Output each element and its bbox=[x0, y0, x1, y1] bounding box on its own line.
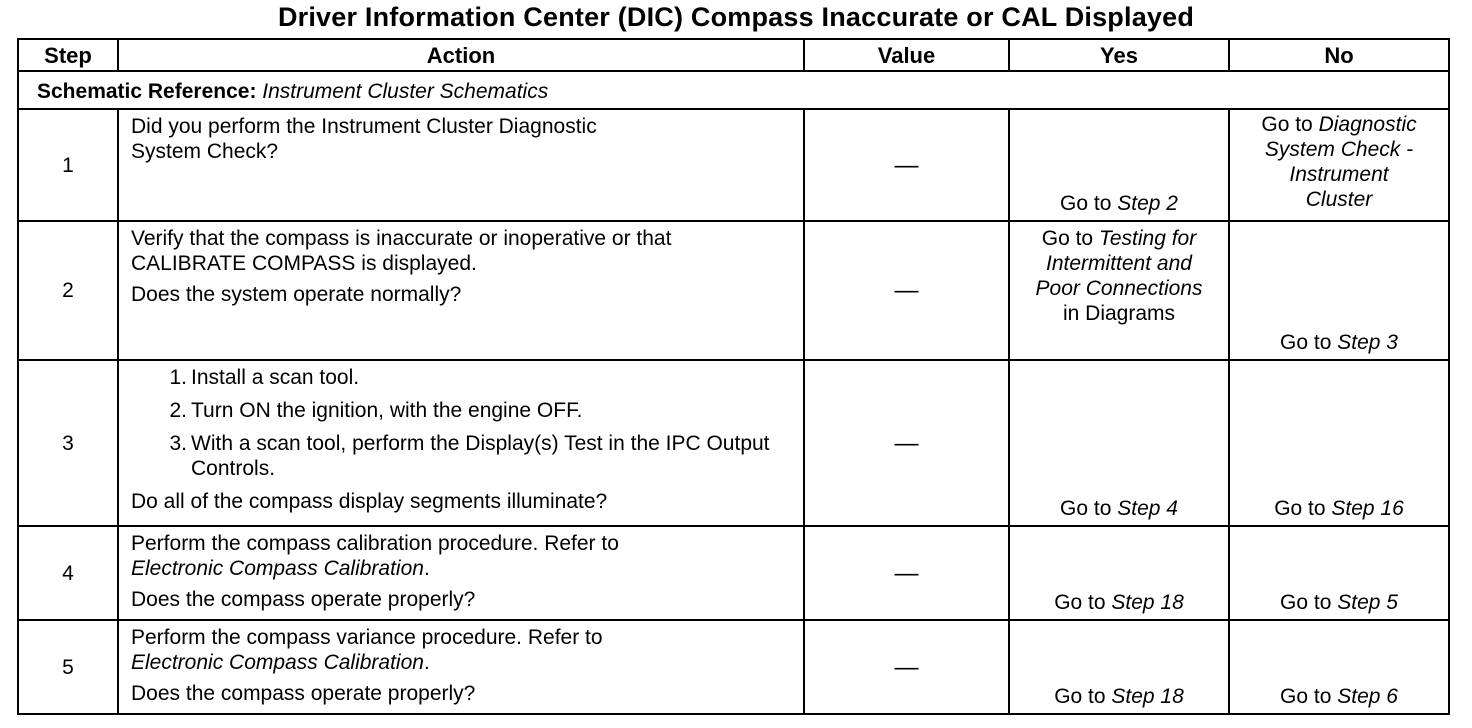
action-ref bbox=[131, 650, 793, 675]
table-row bbox=[18, 526, 1449, 620]
header-no: No bbox=[1229, 39, 1449, 71]
action-period: . bbox=[423, 557, 430, 580]
yes-link[interactable]: Step 4 bbox=[1117, 497, 1178, 520]
header-row bbox=[18, 39, 1449, 71]
table-row bbox=[18, 360, 1449, 526]
action-cell bbox=[118, 360, 804, 526]
action-cell bbox=[118, 526, 804, 620]
header-action: Action bbox=[118, 39, 804, 71]
value-cell: — bbox=[804, 526, 1009, 620]
action-cell bbox=[118, 620, 804, 714]
action-text: Did you perform the Instrument Cluster Diagnostic bbox=[131, 115, 597, 138]
yes-prefix: Go to bbox=[1041, 227, 1099, 250]
schematic-row bbox=[18, 71, 1449, 109]
action-question: Does the compass operate properly? bbox=[131, 682, 476, 705]
yes-prefix: Go to bbox=[1060, 192, 1118, 215]
yes-link[interactable]: Intermittent and bbox=[1046, 252, 1192, 275]
action-text: CALIBRATE COMPASS is displayed. bbox=[131, 252, 477, 275]
yes-cell bbox=[1009, 526, 1229, 620]
yes-suffix: in Diagrams bbox=[1062, 302, 1176, 325]
action-text: Perform the compass calibration procedure. Refer to bbox=[131, 532, 619, 555]
list-number: 1. bbox=[169, 366, 187, 389]
no-prefix: Go to bbox=[1274, 497, 1332, 520]
step-number: 3 bbox=[18, 360, 118, 526]
no-prefix: Go to bbox=[1280, 685, 1338, 708]
header-value: Value bbox=[804, 39, 1009, 71]
step-number: 1 bbox=[18, 109, 118, 221]
yes-link[interactable]: Testing for bbox=[1098, 227, 1197, 250]
no-link[interactable]: Cluster bbox=[1305, 188, 1373, 211]
list-text: Turn ON the ignition, with the engine OFF. bbox=[191, 399, 583, 422]
value-cell: — bbox=[804, 360, 1009, 526]
yes-link[interactable]: Step 18 bbox=[1111, 591, 1184, 614]
yes-cell bbox=[1009, 620, 1229, 714]
list-number: 2. bbox=[169, 399, 187, 422]
action-period: . bbox=[423, 651, 430, 674]
no-prefix: Go to bbox=[1261, 113, 1319, 136]
no-link[interactable]: Step 3 bbox=[1337, 331, 1398, 354]
step-number: 2 bbox=[18, 221, 118, 360]
yes-link[interactable]: Step 18 bbox=[1111, 685, 1184, 708]
action-text: Perform the compass variance procedure. Refer to bbox=[131, 626, 603, 649]
table-row bbox=[18, 221, 1449, 360]
yes-prefix: Go to bbox=[1060, 497, 1118, 520]
table-row bbox=[18, 620, 1449, 714]
yes-prefix: Go to bbox=[1054, 685, 1112, 708]
list-text: Install a scan tool. bbox=[191, 366, 360, 389]
action-question: Does the system operate normally? bbox=[131, 283, 462, 306]
list-item bbox=[153, 431, 793, 481]
header-step: Step bbox=[18, 39, 118, 71]
list-text: With a scan tool, perform the Display(s) Test in the IPC Output Controls. bbox=[191, 432, 770, 480]
schematic-link[interactable]: Instrument Cluster Schematics bbox=[262, 79, 549, 103]
yes-link[interactable]: Poor Connections bbox=[1035, 277, 1203, 300]
no-cell bbox=[1229, 360, 1449, 526]
no-link[interactable]: Step 6 bbox=[1337, 685, 1398, 708]
no-cell bbox=[1229, 109, 1449, 221]
header-yes: Yes bbox=[1009, 39, 1229, 71]
yes-link[interactable]: Step 2 bbox=[1117, 192, 1178, 215]
table-row bbox=[18, 109, 1449, 221]
no-link[interactable]: Step 5 bbox=[1337, 591, 1398, 614]
action-question: Do all of the compass display segments illuminate? bbox=[131, 490, 608, 513]
page-title: Driver Information Center (DIC) Compass Inaccurate or CAL Displayed bbox=[277, 2, 1195, 32]
schematic-label: Schematic Reference: bbox=[37, 79, 257, 103]
no-cell bbox=[1229, 620, 1449, 714]
no-link[interactable]: Diagnostic bbox=[1318, 113, 1417, 136]
value-cell: — bbox=[804, 109, 1009, 221]
no-link[interactable]: Instrument bbox=[1289, 163, 1389, 186]
no-prefix: Go to bbox=[1280, 591, 1338, 614]
no-link[interactable]: Step 16 bbox=[1331, 497, 1404, 520]
value-cell: — bbox=[804, 221, 1009, 360]
yes-cell bbox=[1009, 221, 1229, 360]
list-item bbox=[153, 365, 793, 390]
action-cell bbox=[118, 221, 804, 360]
list-item bbox=[153, 398, 793, 423]
action-link[interactable]: Electronic Compass Calibration bbox=[131, 651, 424, 674]
yes-cell bbox=[1009, 360, 1229, 526]
value-cell: — bbox=[804, 620, 1009, 714]
schematic-reference bbox=[18, 71, 1449, 109]
diagnostic-table bbox=[17, 38, 1450, 715]
no-link[interactable]: System Check - bbox=[1264, 138, 1414, 161]
no-cell bbox=[1229, 221, 1449, 360]
procedure-list bbox=[131, 365, 793, 481]
action-ref bbox=[131, 556, 793, 581]
action-text: Verify that the compass is inaccurate or inoperative or that bbox=[131, 227, 672, 250]
no-prefix: Go to bbox=[1280, 331, 1338, 354]
no-cell bbox=[1229, 526, 1449, 620]
step-number: 5 bbox=[18, 620, 118, 714]
step-number: 4 bbox=[18, 526, 118, 620]
yes-prefix: Go to bbox=[1054, 591, 1112, 614]
action-text: System Check? bbox=[131, 140, 279, 163]
action-link[interactable]: Electronic Compass Calibration bbox=[131, 557, 424, 580]
action-cell bbox=[118, 109, 804, 221]
yes-cell bbox=[1009, 109, 1229, 221]
list-number: 3. bbox=[169, 432, 187, 455]
action-question: Does the compass operate properly? bbox=[131, 588, 476, 611]
